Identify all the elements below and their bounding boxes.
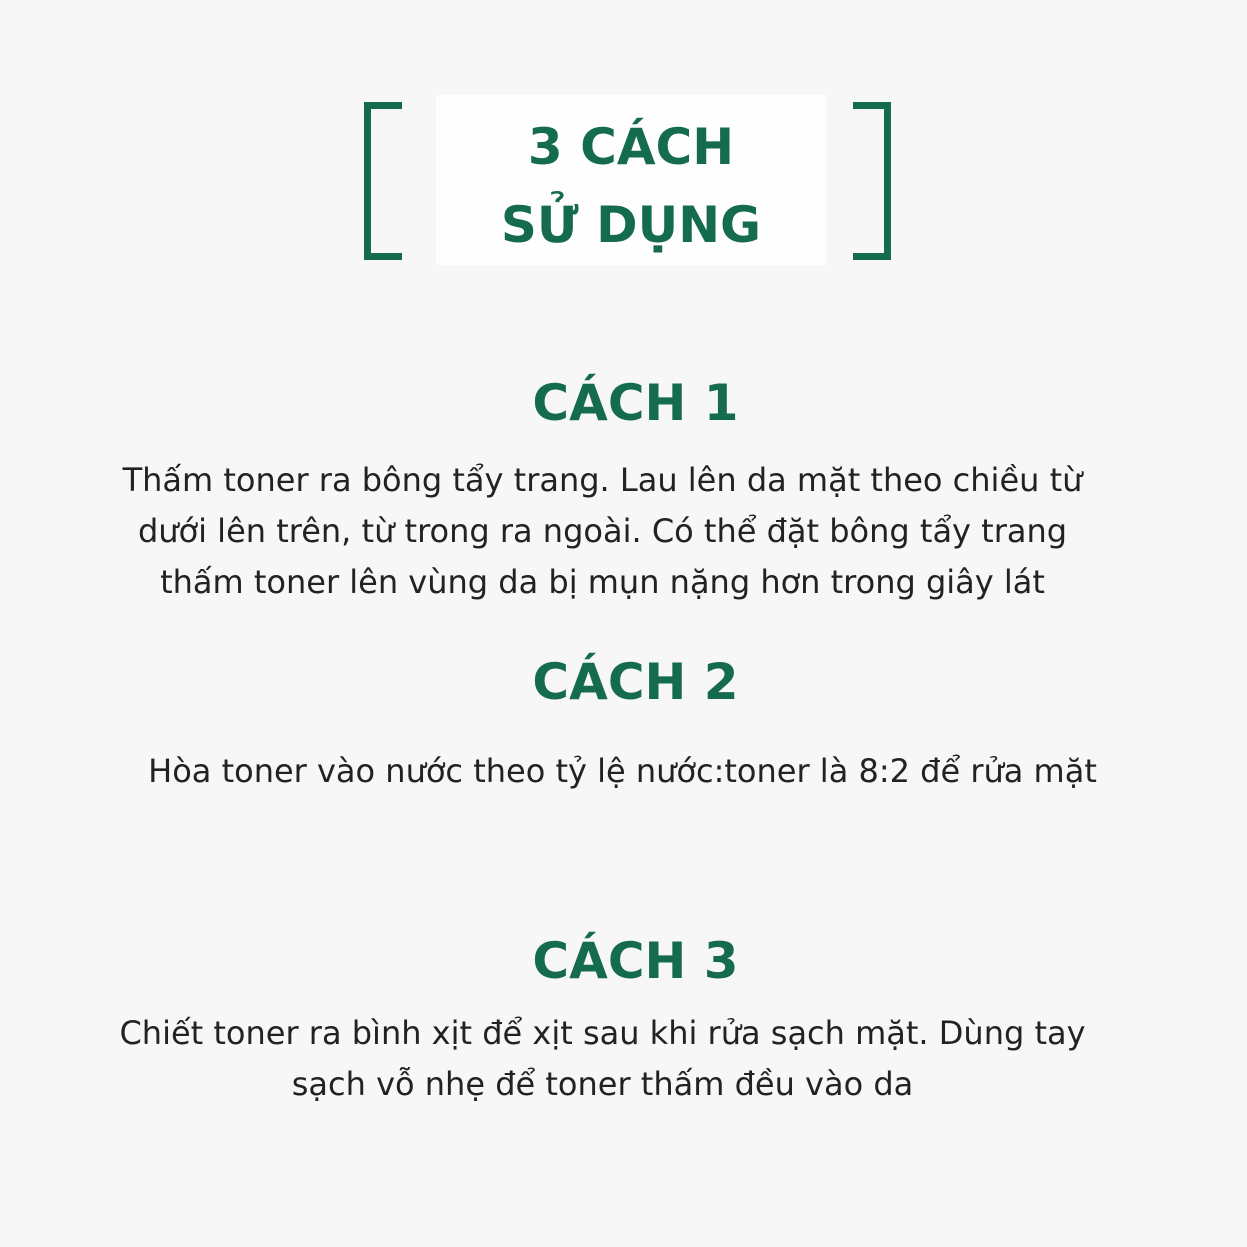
method-3-line-2: sạch vỗ nhẹ để toner thấm đều vào da: [291, 1065, 914, 1103]
method-1-line-2: dưới lên trên, từ trong ra ngoài. Có thể đặt bông tẩy trang: [137, 512, 1068, 550]
method-1-description: [60, 455, 1145, 608]
method-2-line-1: Hòa toner vào nước theo tỷ lệ nước:toner là 8:2 để rửa mặt: [148, 752, 1097, 790]
method-3-heading: CÁCH 3: [532, 932, 739, 990]
method-2-description: [80, 746, 1165, 797]
method-3-description: [60, 1008, 1145, 1110]
method-1-heading: CÁCH 1: [532, 374, 739, 432]
method-3-line-1: Chiết toner ra bình xịt để xịt sau khi rửa sạch mặt. Dùng tay: [119, 1014, 1086, 1052]
page-title-line-2: SỬ DỤNG: [500, 196, 762, 254]
method-1-line-1: Thấm toner ra bông tẩy trang. Lau lên da mặt theo chiều từ: [122, 461, 1083, 499]
left-bracket-decoration: [364, 102, 402, 260]
page-title-line-1: 3 CÁCH: [527, 118, 735, 176]
method-1-line-3: thấm toner lên vùng da bị mụn nặng hơn trong giây lát: [160, 563, 1045, 601]
page-title: [436, 108, 826, 264]
right-bracket-decoration: [853, 102, 891, 260]
method-2-heading: CÁCH 2: [532, 653, 739, 711]
